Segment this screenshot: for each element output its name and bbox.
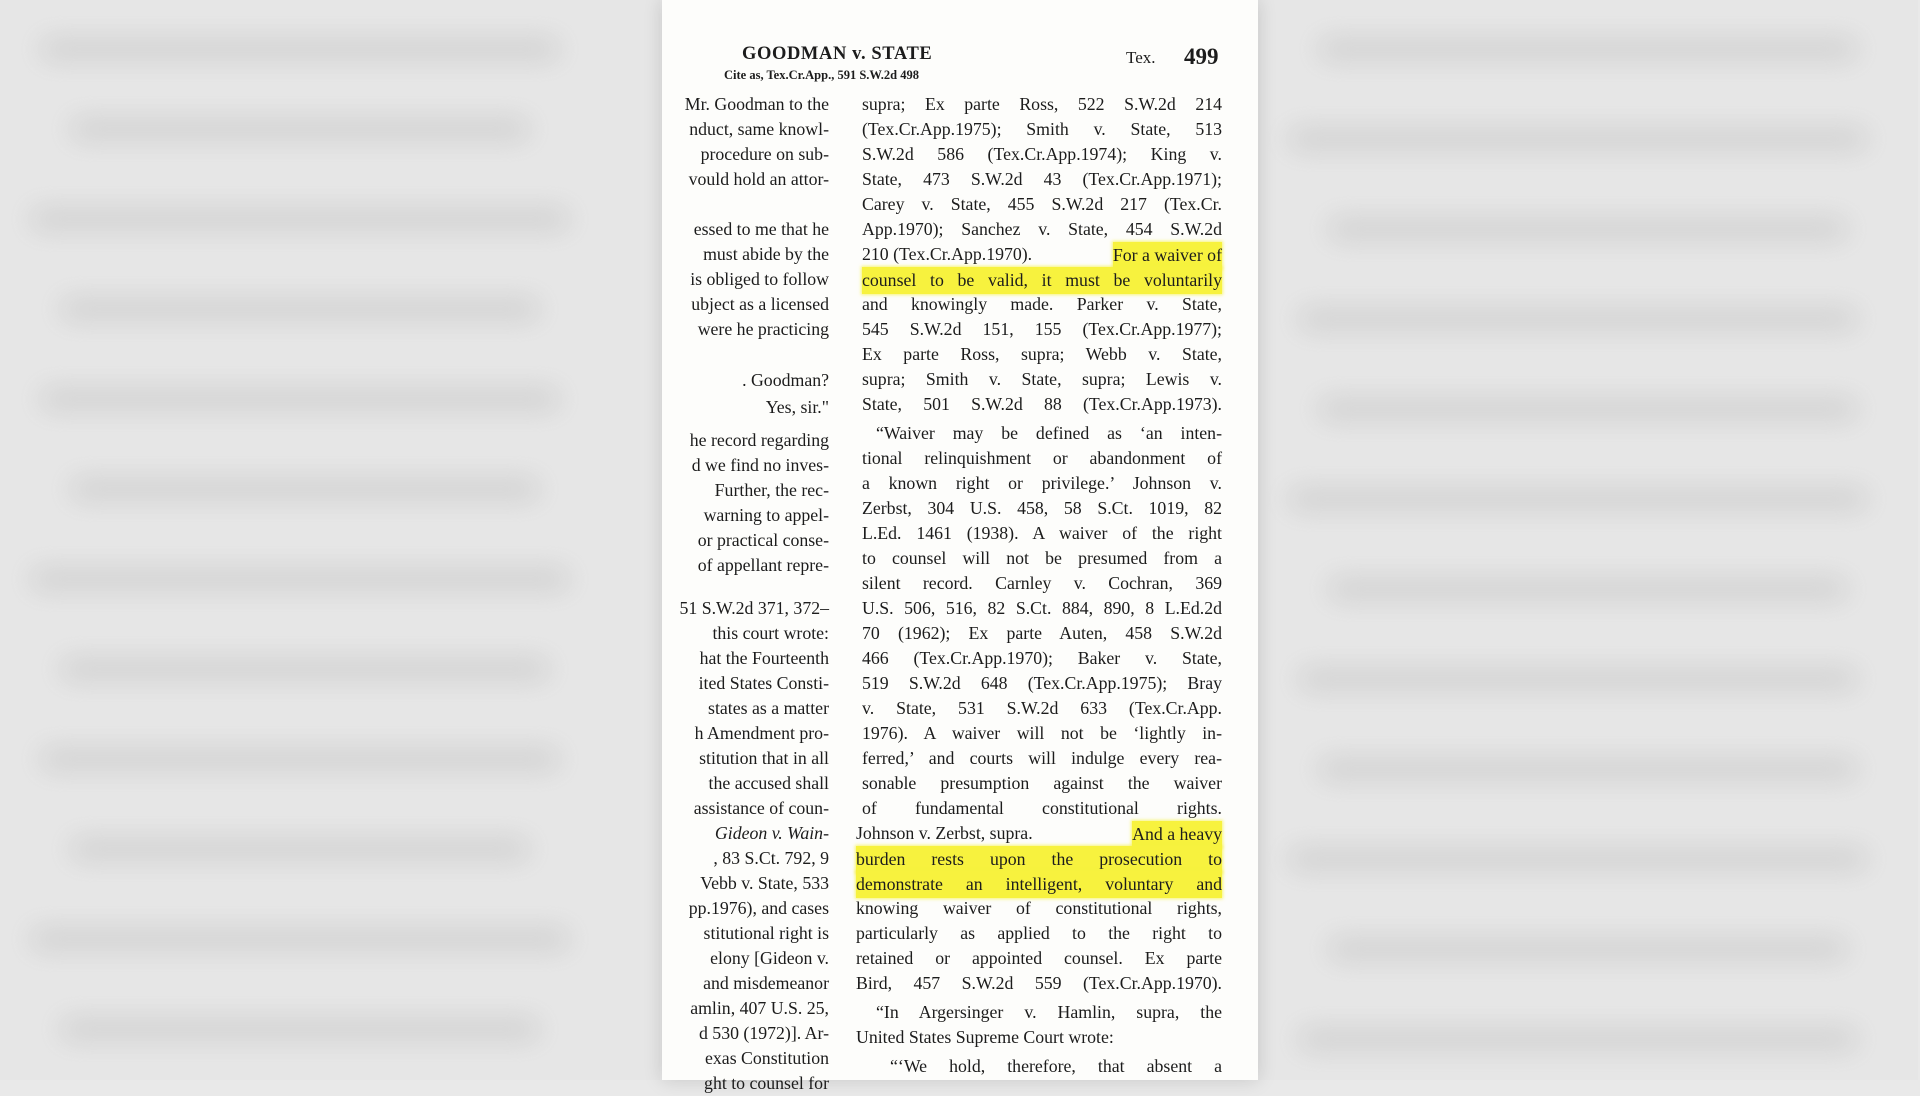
text-line: of fundamental constitutional rights.	[862, 798, 1222, 818]
text-line: App.1970); Sanchez v. State, 454 S.W.2d	[862, 219, 1222, 239]
highlighted-text: burden rests upon the prosecution to	[856, 846, 1222, 873]
text-line: warning to appel-	[703, 505, 829, 525]
text-line: State, 473 S.W.2d 43 (Tex.Cr.App.1971);	[862, 169, 1222, 189]
text-line: is obliged to follow	[690, 269, 829, 289]
highlighted-line	[856, 871, 1222, 898]
text-line: Zerbst, 304 U.S. 458, 58 S.Ct. 1019, 82	[862, 498, 1222, 518]
text-line: of appellant repre-	[697, 555, 829, 575]
text-line: ght to counsel for	[704, 1073, 829, 1093]
text-line: knowing waiver of constitutional rights,	[856, 898, 1222, 918]
text-line: State, 501 S.W.2d 88 (Tex.Cr.App.1973).	[862, 394, 1222, 414]
text-line: he record regarding	[689, 430, 829, 450]
text-line: 70 (1962); Ex parte Auten, 458 S.W.2d	[862, 623, 1222, 643]
case-title: GOODMAN v. STATE	[742, 44, 933, 64]
text-line: L.Ed. 1461 (1938). A waiver of the right	[862, 523, 1222, 543]
text-line: amlin, 407 U.S. 25,	[690, 998, 829, 1018]
text-line: a known right or privilege.’ Johnson v.	[862, 473, 1222, 493]
text-line: particularly as applied to the right to	[856, 923, 1222, 943]
text-line: “‘We hold, therefore, that absent a	[890, 1056, 1222, 1076]
text-line: , 83 S.Ct. 792, 9	[713, 848, 829, 868]
text-line: nduct, same knowl-	[689, 119, 829, 139]
text-line: d 530 (1972)]. Ar-	[698, 1023, 829, 1043]
text-line: tional relinquishment or abandonment of	[862, 448, 1222, 468]
text-line: Mr. Goodman to the	[684, 94, 829, 114]
citation-text: 210 (Tex.Cr.App.1970).	[862, 244, 1033, 264]
text-line: exas Constitution	[705, 1048, 829, 1068]
text-line: Yes, sir."	[765, 397, 829, 417]
text-line: essed to me that he	[693, 219, 829, 239]
text-line: 1976). A waiver will not be ‘lightly in-	[862, 723, 1222, 743]
case-citation: Cite as, Tex.Cr.App., 591 S.W.2d 498	[724, 68, 919, 82]
text-line: retained or appointed counsel. Ex parte	[856, 948, 1222, 968]
text-line: or practical conse-	[697, 530, 829, 550]
text-line: Carey v. State, 455 S.W.2d 217 (Tex.Cr.	[862, 194, 1222, 214]
text-line: S.W.2d 586 (Tex.Cr.App.1974); King v.	[862, 144, 1222, 164]
highlighted-line	[862, 267, 1222, 294]
text-line: d we find no inves-	[691, 455, 829, 475]
blurred-background-right	[1258, 0, 1918, 1080]
highlighted-line	[856, 846, 1222, 873]
page-number: 499	[1184, 44, 1219, 69]
document-page	[662, 0, 1258, 1093]
text-line: pp.1976), and cases	[688, 898, 829, 918]
text-line: United States Supreme Court wrote:	[856, 1027, 1114, 1047]
highlighted-text: demonstrate an intelligent, voluntary and	[856, 871, 1222, 898]
text-line: the accused shall	[708, 773, 829, 793]
text-line: assistance of coun-	[693, 798, 829, 818]
text-line: (Tex.Cr.App.1975); Smith v. State, 513	[862, 119, 1222, 139]
text-line: 545 S.W.2d 151, 155 (Tex.Cr.App.1977);	[862, 319, 1222, 339]
text-line: supra; Smith v. State, supra; Lewis v.	[862, 369, 1222, 389]
text-line: and knowingly made. Parker v. State,	[862, 294, 1222, 314]
text-line: ubject as a licensed	[691, 294, 829, 314]
text-line: elony [Gideon v.	[710, 948, 829, 968]
text-line: Further, the rec-	[714, 480, 829, 500]
highlighted-text: For a waiver of	[1113, 242, 1222, 269]
text-line: states as a matter	[708, 698, 829, 718]
text-line: procedure on sub-	[700, 144, 829, 164]
text-line: hat the Fourteenth	[699, 648, 829, 668]
text-line: ferred,’ and courts will indulge every rea-	[862, 748, 1222, 768]
text-line: stitution that in all	[699, 748, 829, 768]
text-line	[862, 242, 1222, 269]
text-line: 51 S.W.2d 371, 372–	[679, 598, 829, 618]
text-line: Vebb v. State, 533	[700, 873, 829, 893]
text-line: Bird, 457 S.W.2d 559 (Tex.Cr.App.1970).	[856, 973, 1222, 993]
text-line: “In Argersinger v. Hamlin, supra, the	[876, 1002, 1222, 1022]
text-line: stitutional right is	[703, 923, 829, 943]
text-line: U.S. 506, 516, 82 S.Ct. 884, 890, 8 L.Ed.2d	[862, 598, 1222, 618]
text-line: “Waiver may be defined as ‘an inten-	[876, 423, 1222, 443]
text-line: 519 S.W.2d 648 (Tex.Cr.App.1975); Bray	[862, 673, 1222, 693]
text-line: must abide by the	[703, 244, 829, 264]
text-line: ited States Consti-	[698, 673, 829, 693]
text-line: vould hold an attor-	[688, 169, 829, 189]
text-line: . Goodman?	[742, 370, 829, 390]
citation-text: Johnson v. Zerbst, supra.	[856, 823, 1033, 843]
text-line: v. State, 531 S.W.2d 633 (Tex.Cr.App.	[862, 698, 1222, 718]
text-line: silent record. Carnley v. Cochran, 369	[862, 573, 1222, 593]
text-line: sonable presumption against the waiver	[862, 773, 1222, 793]
text-line: 466 (Tex.Cr.App.1970); Baker v. State,	[862, 648, 1222, 668]
highlighted-text: And a heavy	[1132, 821, 1222, 848]
text-line: supra; Ex parte Ross, 522 S.W.2d 214	[862, 94, 1222, 114]
text-line: Ex parte Ross, supra; Webb v. State,	[862, 344, 1222, 364]
text-line	[856, 821, 1222, 848]
blurred-background-left	[0, 0, 660, 1080]
text-line: h Amendment pro-	[694, 723, 829, 743]
text-line: and misdemeanor	[703, 973, 829, 993]
text-line: were he practicing	[697, 319, 829, 339]
highlighted-text: counsel to be valid, it must be voluntarily	[862, 267, 1222, 294]
text-line: to counsel will not be presumed from a	[862, 548, 1222, 568]
text-line: Gideon v. Wain-	[714, 823, 829, 843]
reporter-state: Tex.	[1126, 48, 1156, 67]
left-text-column	[662, 92, 829, 1093]
text-line: this court wrote:	[712, 623, 829, 643]
